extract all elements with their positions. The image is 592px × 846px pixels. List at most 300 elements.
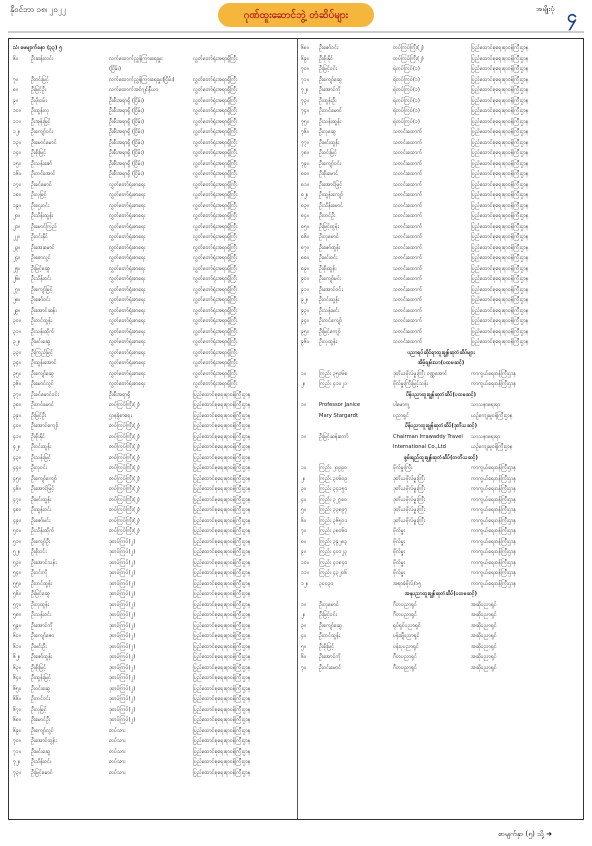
item-position: သတင်းထောက် — [393, 129, 423, 135]
item-name: ဦးမောင်မောင် — [31, 139, 57, 146]
item-position: ဒုတပ်ကြပ်(၂) — [109, 622, 136, 629]
list-item — [301, 337, 581, 348]
list-item — [301, 85, 581, 96]
item-number: ၁၆။ — [13, 171, 21, 177]
item-number: ၄၄။ — [13, 465, 21, 471]
item-position: လွှတ်တော်ရုံးစာရေး — [109, 181, 146, 188]
item-department: ယဉ်ကျေးမှုဝန်ကြီးဌာန — [471, 444, 513, 450]
list-item — [13, 127, 295, 138]
column-divider — [297, 39, 298, 819]
item-name: ဦးဇော်ဝင်း — [31, 297, 51, 303]
item-department: ကာကွယ်ရေးဝန်ကြီးဌာန — [471, 496, 516, 503]
item-department: ပြည်ထောင်စုရေးရာဝန်ကြီးဌာန — [193, 528, 251, 534]
item-position: တပ်ကြပ်ကြီး(၂) — [109, 486, 140, 492]
item-position: ဒုတပ်ကြပ်(၂) — [109, 643, 136, 650]
item-number: ၃၁။ — [13, 328, 21, 335]
item-department: အဆိုပညာရှင် — [471, 612, 497, 618]
item-position: ရဲတပ်ကြပ်(၁) — [393, 118, 420, 125]
item-department: လွှတ်တော်ရုံးအရာရှိကြီး — [193, 265, 238, 272]
item-department: ပြည်ထောင်စုရေးရာဝန်ကြီးဌာန — [471, 192, 529, 198]
item-name: ဦးကျော်ကျော် — [31, 475, 57, 482]
list-item — [13, 180, 295, 191]
item-department: သာသနာရေးရာ — [471, 433, 501, 440]
item-name: ဦးလှဝင်း — [31, 465, 48, 471]
item-name: ဦးဖိုးဝမ်း — [31, 97, 47, 104]
list-item — [13, 358, 295, 369]
item-department — [193, 64, 295, 75]
item-name: ဦးဝင်းကို — [31, 570, 48, 576]
item-position: တပ်ကြပ်ကြီး(၂) — [109, 507, 140, 513]
item-position: သတင်းထောက် — [393, 244, 423, 251]
item-number: ၂၉။ — [13, 307, 21, 314]
list-item — [301, 54, 581, 65]
item-position: ဒုတပ်ကြပ်(၂) — [109, 570, 136, 576]
list-item — [13, 306, 295, 317]
item-number: ၆၉။ — [301, 55, 309, 62]
item-department: ပြည်ထောင်စုရေးရာဝန်ကြီးဌာန — [471, 118, 529, 125]
item-department: အဆိုပညာရှင် — [471, 664, 497, 671]
page-header — [0, 0, 592, 32]
item-position: လွှတ်တော်ရုံးစာရေး — [109, 339, 146, 345]
list-item — [301, 285, 581, 296]
item-position: လွှတ်တော်ရုံးစာရေး — [109, 307, 146, 314]
item-number — [301, 442, 319, 453]
item-name: ဦးလှထွန်း — [31, 601, 50, 608]
item-department: ပြည်ထောင်စုရေးရာဝန်ကြီးဌာန — [471, 160, 529, 167]
item-department: ကာကွယ်ရေးဝန်ကြီးဌာန — [471, 538, 516, 545]
list-item — [13, 600, 295, 611]
list-item — [301, 264, 581, 275]
item-position: သတင်းထောက် — [393, 307, 423, 314]
list-item — [13, 726, 295, 737]
item-position: ဂီတပညာရှင် — [393, 601, 417, 608]
list-item — [13, 421, 295, 432]
item-position: တပ်ကြပ်ကြီး(၂) — [109, 475, 140, 482]
list-item — [301, 274, 581, 285]
item-number: ၇၂။ — [13, 759, 21, 765]
item-number: ၇၁။ — [13, 748, 21, 755]
item-name: ၃၀၀၃၀ — [319, 580, 334, 587]
item-name: ဦးမင်းဝင်း — [319, 255, 338, 261]
item-number: ၇၃။ — [13, 769, 21, 776]
list-item — [13, 705, 295, 716]
list-item — [301, 442, 581, 453]
issue-date: နိုဝင်ဘာ ၁၈၊ ၂၀၂၂ — [10, 5, 66, 14]
item-name: ဦးမြင့်ထွန်း — [319, 223, 339, 230]
item-number: ၁၃။ — [13, 139, 21, 146]
item-department: ပြည်ထောင်စုရေးရာဝန်ကြီးဌာန — [471, 129, 529, 135]
list-item — [13, 736, 295, 747]
item-name: ဦးထွန်းမြင့် — [31, 675, 51, 681]
list-item — [13, 348, 295, 359]
item-position: ဂီတပညာရှင် — [393, 654, 417, 660]
item-number: ၃၆။ — [13, 381, 21, 387]
item-number: ၇၃။ — [301, 97, 309, 104]
item-name: ဦးစိုးထွန်း — [319, 265, 337, 272]
item-position: ဦးစီးအရာရှိ (ငြိမ်း) — [109, 118, 145, 125]
item-position: ဒုတပ်ကြပ်(၂) — [109, 696, 136, 702]
item-name: ဦးမြင့်ကျော် — [319, 328, 341, 335]
list-item — [13, 253, 295, 264]
item-department: လွှတ်တော်ရုံးအရာရှိကြီး — [193, 97, 238, 104]
item-number: ၂၁။ — [13, 223, 21, 230]
item-name: ဦးကျော်မြင့် — [31, 286, 53, 293]
item-position: လက်ထောက်ညွှန်ကြားရေးမှူး — [109, 55, 163, 62]
item-position: လွှတ်တော်ရုံးစာရေး — [109, 318, 146, 324]
item-number: ၂၈။ — [13, 297, 21, 303]
item-position: ရဲတပ်ကြပ်(၁) — [393, 76, 420, 83]
item-number: ၄။ — [301, 633, 306, 639]
item-number: ၉၁။ — [301, 286, 309, 293]
item-position: လွှတ်တော်ရုံးစာရေး — [109, 255, 146, 261]
item-name: ဦးလှမောင် — [319, 601, 339, 608]
item-position: သတင်းထောက် — [393, 223, 423, 230]
list-item — [13, 138, 295, 149]
item-number: ၆။ — [13, 55, 18, 62]
list-item — [13, 316, 295, 327]
item-name — [31, 64, 109, 75]
item-number: ၆၂။ — [13, 654, 21, 660]
item-name: ဦးဝင်းမောင် — [319, 664, 342, 671]
item-position: ဦးစီးအရာရှိ (ငြိမ်း) — [109, 97, 145, 104]
item-department: လွှတ်တော်ရုံးအရာရှိကြီး — [193, 129, 238, 135]
subsection-heading: အနုပညာထူးချွန်ဆုတံဆိပ်(ပထမဆင့်) — [405, 591, 477, 597]
list-item — [13, 516, 295, 527]
list-item — [301, 369, 581, 380]
item-name: ဦးထွန်းဦး — [319, 97, 337, 104]
list-item — [301, 232, 581, 243]
list-item — [13, 589, 295, 600]
item-department: အဆိုပညာရှင် — [471, 622, 497, 629]
item-department: ပြည်ထောင်စုရေးရာဝန်ကြီးဌာန — [193, 433, 251, 440]
item-department: ပြည်ထောင်စုရေးရာဝန်ကြီးဌာန — [193, 696, 251, 702]
list-item — [13, 453, 295, 464]
item-name: ဦးဇော်မင်း — [31, 517, 51, 524]
item-department: လွှတ်တော်ရုံးအရာရှိကြီး — [193, 150, 238, 156]
list-item — [301, 516, 581, 527]
list-item — [301, 117, 581, 128]
item-number: ၈။ — [301, 538, 306, 545]
item-department: လွှတ်တော်ရုံးအရာရှိကြီး — [193, 160, 238, 167]
list-item — [13, 211, 295, 222]
item-number: ၁၉။ — [13, 202, 21, 209]
item-department: လွှတ်တော်ရုံးအရာရှိကြီး — [193, 234, 238, 240]
list-item — [301, 505, 581, 516]
item-name: ဦးသိန်းထိုက် — [31, 528, 55, 534]
list-item — [13, 85, 295, 96]
item-number: ၄၅။ — [13, 475, 21, 482]
item-department: ကာကွယ်ရေးဝန်ကြီးဌာန — [471, 559, 516, 566]
item-number: ၁၅။ — [13, 160, 21, 167]
item-position: ဒုတပ်ကြပ်(၂) — [109, 612, 136, 618]
list-item — [301, 432, 581, 443]
list-item — [301, 180, 581, 191]
item-name: ဦးလှမြင့် — [31, 192, 47, 198]
item-position: ဒုတပ်ကြပ်(၂) — [109, 706, 136, 713]
item-name: ဦးသန်းမင်း — [319, 307, 340, 314]
item-department: ကာကွယ်ရေးဝန်ကြီးဌာန — [471, 370, 516, 377]
list-item — [13, 463, 295, 474]
list-item — [301, 484, 581, 495]
list-item — [301, 379, 581, 390]
list-item — [13, 610, 295, 621]
item-name: ဦးခင်မောင်ဝင်း — [31, 391, 59, 398]
item-name: ကြည်း ၄၁၀၂၁ — [319, 381, 348, 387]
item-number: ၇၆။ — [301, 129, 309, 135]
item-department: လွှတ်တော်ရုံးအရာရှိကြီး — [193, 118, 238, 125]
item-name: ဦးမြင့်ဆန်းဘော် — [319, 433, 349, 440]
item-name: ဦးဝင်းဆွေ — [31, 685, 50, 692]
item-number — [13, 64, 31, 75]
item-position: ဗိုလ်မှူးကြီး — [393, 465, 413, 471]
item-number: ၃၇။ — [13, 391, 21, 398]
item-department: လွှတ်တော်ရုံးအရာရှိကြီး — [193, 213, 238, 219]
item-position: သတင်းထောက် — [393, 213, 423, 219]
list-item — [13, 274, 295, 285]
list-item — [13, 537, 295, 548]
item-number: ၄၈။ — [13, 507, 21, 513]
item-number: ၆၄။ — [13, 675, 21, 681]
item-position: တပ်ကြပ်ကြီး(၂) — [109, 465, 140, 471]
item-number: ၁၁။ — [13, 118, 21, 125]
item-name: ဦးသန်းမြင့် — [31, 454, 51, 461]
item-position: တပ်ကြပ်ကြီး(၂) — [393, 55, 424, 62]
item-position: ဒုတပ်ကြပ်(၂) — [109, 591, 136, 597]
item-position: တပ်ကြပ်ကြီး(၂) — [109, 444, 140, 450]
item-department: ကာကွယ်ရေးဝန်ကြီးဌာန — [471, 475, 516, 482]
item-number: ၇၂။ — [301, 87, 309, 93]
item-number: ၃၈။ — [13, 402, 21, 408]
item-number: ၄၆။ — [13, 486, 21, 492]
item-number: ၇၀။ — [13, 738, 21, 744]
item-name: ဦးအောင်ဝင်း — [319, 286, 343, 293]
item-position: သတင်းထောက် — [393, 297, 423, 303]
item-department: ပြည်ထောင်စုရေးရာဝန်ကြီးဌာန — [471, 150, 529, 156]
item-position: ရဲတပ်ကြပ်(၁) — [393, 108, 420, 114]
item-position: သတင်းထောက် — [393, 171, 423, 177]
list-item — [301, 190, 581, 201]
item-position: Chairman Irrawaddy Travel — [393, 433, 463, 440]
item-name: ဦးဝင်းနိုင် — [31, 234, 48, 240]
item-position: ရဲတပ်ကြပ်(၁) — [393, 97, 420, 104]
item-name: ဦးအေးမောင် — [31, 244, 55, 251]
item-number: ၄။ — [301, 496, 306, 503]
item-department: ပြည်ထောင်စုရေးရာဝန်ကြီးဌာန — [471, 328, 529, 335]
item-position: တပ်ကြပ်ကြီး(၂) — [109, 517, 140, 524]
item-name: ဦးမောင်ဦး — [31, 717, 51, 723]
list-item — [13, 526, 295, 537]
item-number: ၂။ — [301, 475, 306, 482]
list-item — [301, 631, 581, 642]
item-number: ၉၄။ — [301, 318, 309, 324]
item-position: တပ်ကြပ်ကြီး(၂) — [109, 402, 140, 408]
item-position: ဒုတိယဗိုလ်မှူးကြီး — [393, 496, 426, 503]
item-department: ပြည်ထောင်စုရေးရာဝန်ကြီးဌာန — [471, 87, 529, 93]
list-item — [13, 505, 295, 516]
item-number: ၆၇။ — [13, 706, 21, 713]
item-name: ဦးဌေးဝင်း — [31, 202, 50, 209]
item-name: ဦးတင်ဦး — [319, 213, 336, 219]
list-item — [301, 663, 581, 674]
item-department: ကာကွယ်ရေးဝန်ကြီးဌာန — [471, 465, 516, 471]
item-department: ပြည်ထောင်စုရေးရာဝန်ကြီးဌာန — [471, 307, 529, 314]
item-name: ဦးလှထွန်း — [319, 339, 338, 345]
page-title: ဂုဏ်ထူးဆောင်ဘွဲ့ တံဆိပ်များ — [218, 3, 374, 27]
item-position: ဦးစီးအရာရှိ (ငြိမ်း) — [109, 160, 145, 167]
item-position: ဦးစီးအရာရှိ (ငြိမ်း) — [109, 139, 145, 146]
list-item — [301, 411, 581, 422]
item-position: ရုပ်ရှင်ပညာရှင် — [393, 622, 421, 629]
item-name: ဦးမောင်လွင် — [31, 381, 54, 387]
item-name: ဦးစိုးမြင့် — [319, 643, 335, 650]
list-item — [13, 484, 295, 495]
list-item — [13, 390, 295, 401]
item-position: ဦးစီးအရာရှိ (ငြိမ်း) — [109, 171, 145, 177]
list-item — [301, 43, 581, 54]
item-department: ပြည်ထောင်စုရေးရာဝန်ကြီးဌာန — [471, 318, 529, 324]
item-department: လွှတ်တော်ရုံးအရာရှိကြီး — [193, 76, 238, 83]
item-name: ကြည်း ၃၄၁၅၀ — [319, 486, 348, 492]
list-item — [13, 264, 295, 275]
list-item — [13, 75, 295, 86]
item-position: သတင်းထောက် — [393, 318, 423, 324]
item-number: ၅၉။ — [13, 622, 21, 629]
list-item — [13, 547, 295, 558]
item-position: တပ်သား — [109, 759, 126, 765]
item-department: ကာကွယ်ရေးဝန်ကြီးဌာန — [471, 517, 516, 524]
item-position: တပ်သား — [109, 748, 126, 755]
item-department: ပြည်ထောင်စုရေးရာဝန်ကြီးဌာန — [471, 97, 529, 104]
list-item — [13, 631, 295, 642]
list-item — [13, 673, 295, 684]
item-position: လွှတ်တော်ရုံးစာရေး — [109, 370, 146, 377]
list-item — [301, 642, 581, 653]
item-department: ပြည်ထောင်စုရေးရာဝန်ကြီးဌာန — [193, 391, 251, 398]
item-number: ၆၈။ — [301, 45, 309, 51]
item-name: ဦးမင်းဆွေ — [31, 748, 50, 755]
list-item — [301, 537, 581, 548]
item-number: ၅၂။ — [13, 549, 21, 555]
item-department: ပြည်ထောင်စုရေးရာဝန်ကြီးဌာန — [471, 66, 529, 72]
list-item — [13, 295, 295, 306]
item-position: လွှတ်တော်ရုံးစာရေး — [109, 276, 146, 282]
item-name: ဦးအောင်ကို — [319, 87, 341, 93]
list-item — [301, 526, 581, 537]
item-number: ၉၆။ — [301, 339, 309, 345]
item-number: ၅။ — [301, 507, 306, 513]
item-number: ၈။ — [13, 87, 18, 93]
item-number: ၁၄။ — [13, 150, 21, 156]
item-name: ကြည်း ၄၁၈၄၀ — [319, 559, 348, 566]
item-number: ၂၄။ — [13, 255, 21, 261]
list-item — [301, 138, 581, 149]
item-number: ၈၃။ — [301, 202, 309, 209]
item-number: ၄၉။ — [13, 517, 21, 524]
item-number: ၁၂။ — [301, 580, 309, 587]
item-number: ၁။ — [301, 370, 306, 377]
list-item — [13, 568, 295, 579]
item-name: ဦးမြင့်ဆွေ — [31, 591, 50, 597]
item-number: ၃၃။ — [13, 349, 21, 356]
item-department: ပြည်ထောင်စုရေးရာဝန်ကြီးဌာန — [193, 423, 251, 429]
list-item — [13, 432, 295, 443]
item-name: ဦးသန်းဝင်း — [31, 612, 52, 618]
item-department: ပြည်ထောင်စုရေးရာဝန်ကြီးဌာန — [471, 276, 529, 282]
item-position: ဗိုလ်မှူး — [393, 549, 406, 555]
list-item — [301, 306, 581, 317]
item-position: လွှတ်တော်ရုံးစာရေး — [109, 192, 146, 198]
item-number: ၇၁။ — [301, 76, 309, 83]
item-name: ဦးသန်းထိုက် — [31, 328, 55, 335]
item-name: Professor Janice — [319, 402, 361, 408]
item-name: ဦးမြင့်ဦး — [31, 412, 47, 419]
item-number: ၉။ — [301, 549, 306, 555]
item-department: ကာကွယ်ရေးဝန်ကြီးဌာန — [471, 486, 516, 492]
list-item — [13, 663, 295, 674]
item-department: ပြည်ထောင်စုရေးရာဝန်ကြီးဌာန — [471, 76, 529, 83]
list-item — [301, 579, 581, 590]
item-position: အရာခံဗိုလ်/၁၅ — [393, 580, 422, 587]
list-item — [13, 232, 295, 243]
list-item — [13, 159, 295, 170]
item-position: လွှတ်တော်ရုံးစာရေး — [109, 223, 146, 230]
item-name: ဦးမြင့်မောင် — [31, 769, 53, 776]
item-position: တပ်ကြပ်ကြီး(၂) — [109, 528, 140, 534]
item-name: ဦးလှမြင့် — [31, 706, 47, 713]
item-department: ပြည်ထောင်စုရေးရာဝန်ကြီးဌာန — [471, 234, 529, 240]
list-item — [301, 621, 581, 632]
list-item — [301, 547, 581, 558]
item-name: ဦးဝင်းမြင့် — [319, 150, 338, 156]
item-position: ဒုတပ်ကြပ်(၂) — [109, 538, 136, 545]
item-number: ၃၀။ — [13, 318, 21, 324]
item-department: ပြည်ထောင်စုရေးရာဝန်ကြီးဌာန — [471, 45, 529, 51]
item-position: ဒုတပ်ကြပ်(၂) — [109, 559, 136, 566]
list-item — [301, 568, 581, 579]
item-number: ၃။ — [301, 486, 306, 492]
list-item — [13, 757, 295, 768]
item-department: ပြည်ထောင်စုရေးရာဝန်ကြီးဌာန — [471, 171, 529, 177]
item-name: ဦးကျော်ဝင်း — [31, 129, 54, 135]
list-item — [301, 474, 581, 485]
list-item — [13, 747, 295, 758]
list-item — [13, 715, 295, 726]
item-position: ဌာနခွဲစာရေး — [109, 412, 132, 419]
item-name: ဦးဇော်ထွန်း — [31, 654, 53, 660]
item-position: တပ်ကြပ်ကြီး(၂) — [109, 454, 140, 461]
item-number — [301, 411, 319, 422]
item-position: ပန်းချီပညာရှင် — [393, 633, 420, 639]
item-position: ဗိုလ်မှူး — [393, 559, 406, 566]
item-name: ဦးစိုးမောင် — [319, 171, 339, 177]
item-position: လွှတ်တော်ရုံးစာရေး — [109, 213, 146, 219]
item-name: ကြည်း ၃၉၂၈၃ — [319, 538, 348, 545]
item-name: ဦးစိုးမြင့် — [31, 664, 47, 671]
item-position: သတင်းထောက် — [393, 339, 423, 345]
item-department: လွှတ်တော်ရုံးအရာရှိကြီး — [193, 349, 238, 356]
right-column — [301, 43, 581, 673]
item-number: ၁၇။ — [13, 181, 21, 188]
item-position: ရဲတပ်ကြပ်(၁) — [393, 66, 420, 72]
item-name: ဦးမင်းထွန်း — [31, 496, 52, 503]
item-department: ပြည်ထောင်စုရေးရာဝန်ကြီးဌာန — [193, 517, 251, 524]
list-item — [13, 621, 295, 632]
item-position: လွှတ်တော်ရုံးစာရေး — [109, 297, 146, 303]
item-number: ၇။ — [301, 664, 306, 671]
item-department: ပြည်ထောင်စုရေးရာဝန်ကြီးဌာန — [471, 286, 529, 293]
item-name: ဦးအောင်ဆန်း — [31, 307, 57, 314]
item-department: ပြည်ထောင်စုရေးရာဝန်ကြီးဌာန — [471, 108, 529, 114]
